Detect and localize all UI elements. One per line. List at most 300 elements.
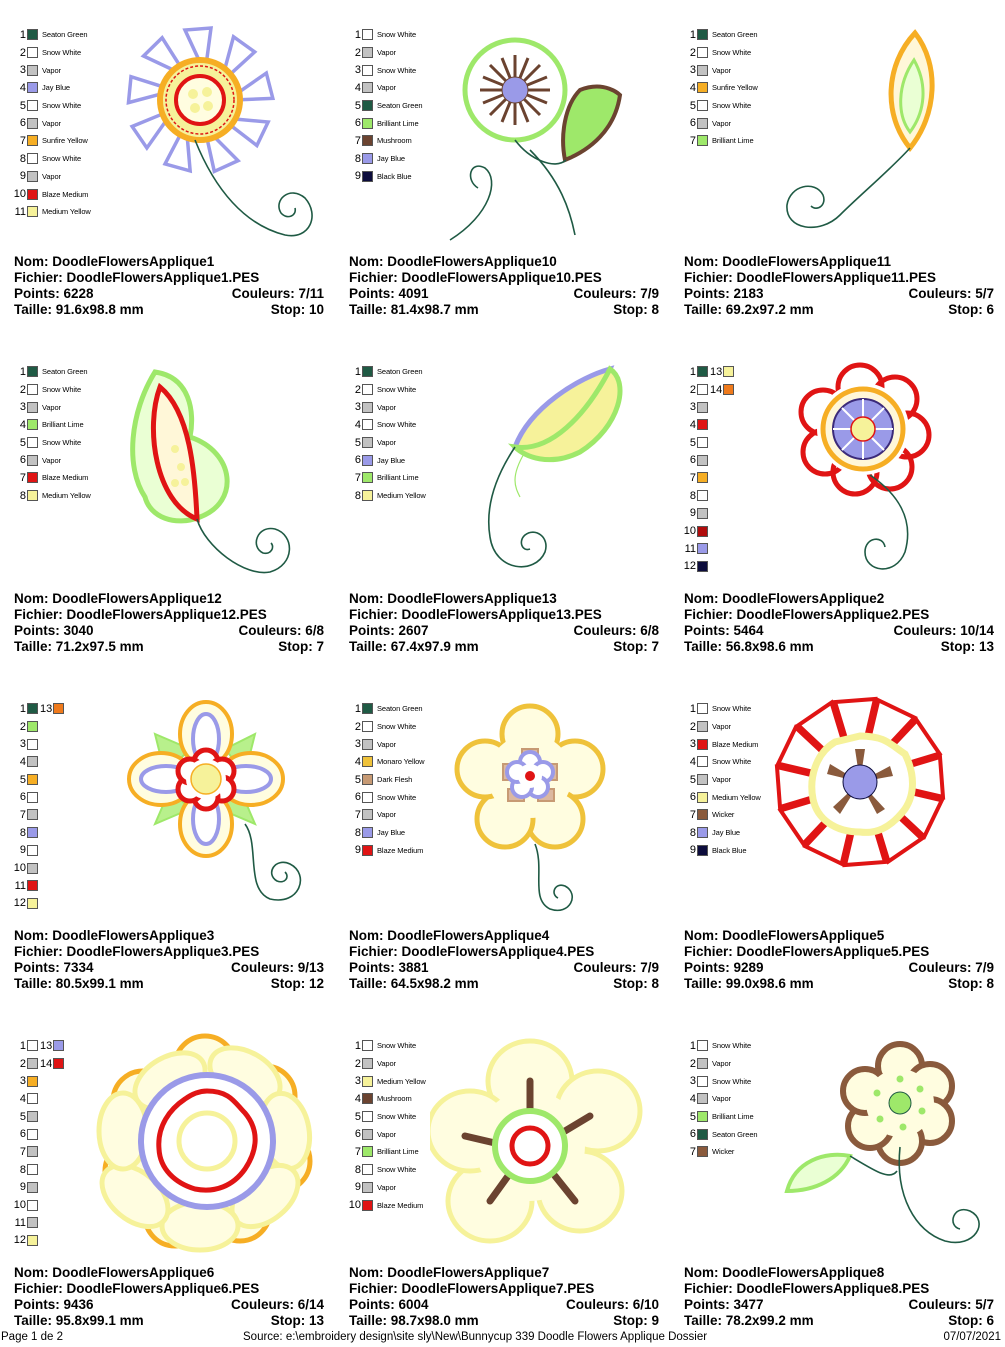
design-stops-label: Stop: — [613, 1313, 652, 1328]
color-number: 6 — [19, 117, 26, 130]
color-name: Snow White — [377, 792, 417, 802]
color-number: 5 — [354, 436, 361, 449]
design-card — [335, 674, 670, 1010]
color-swatch — [697, 739, 708, 750]
design-file-value: DoodleFlowersApplique8.PES — [736, 1281, 930, 1296]
color-swatch — [697, 82, 708, 93]
design-size-value: 69.2x97.2 mm — [725, 302, 814, 317]
design-file-value: DoodleFlowersApplique1.PES — [66, 270, 260, 285]
design-colors — [893, 623, 994, 639]
color-number: 1 — [689, 702, 696, 715]
color-swatch — [362, 171, 373, 182]
color-swatch — [27, 792, 38, 803]
design-info — [349, 928, 659, 992]
color-swatch — [697, 1111, 708, 1122]
color-number: 2 — [19, 1057, 26, 1070]
color-row — [345, 753, 424, 771]
color-name: Jay Blue — [377, 154, 405, 164]
color-number: 4 — [689, 418, 696, 431]
info-row — [349, 591, 659, 607]
color-row — [10, 1232, 64, 1250]
color-swatch — [362, 82, 373, 93]
design-stops — [271, 976, 324, 992]
color-row — [345, 469, 426, 487]
color-name: Vapor — [712, 1094, 731, 1104]
color-list — [680, 26, 758, 150]
info-row — [684, 976, 994, 992]
color-swatch — [362, 455, 373, 466]
color-swatch — [27, 1058, 38, 1069]
color-name: Blaze Medium — [42, 473, 89, 483]
design-points — [349, 286, 429, 302]
color-name: Snow White — [377, 1112, 417, 1122]
color-swatch — [362, 135, 373, 146]
info-row — [349, 1313, 659, 1329]
color-name: Brilliant Lime — [42, 420, 84, 430]
design-name-value: DoodleFlowersApplique3 — [52, 928, 215, 943]
design-name-value: DoodleFlowersApplique7 — [387, 1265, 550, 1280]
design-file-value: DoodleFlowersApplique2.PES — [736, 607, 930, 622]
color-row — [680, 44, 758, 62]
design-colors-label: Couleurs: — [231, 286, 299, 301]
color-name: Snow White — [712, 757, 752, 767]
design-stops — [948, 302, 994, 318]
design-size — [684, 1313, 814, 1329]
color-number: 7 — [354, 134, 361, 147]
design-colors-label: Couleurs: — [565, 1297, 633, 1312]
color-name: Vapor — [712, 65, 731, 75]
color-row — [10, 718, 64, 736]
design-points-value: 9289 — [733, 960, 764, 975]
design-stops-label: Stop: — [270, 976, 309, 991]
design-name-value: DoodleFlowersApplique11 — [722, 254, 892, 269]
color-row — [680, 451, 734, 469]
color-name: Snow White — [712, 1076, 752, 1086]
design-colors-label: Couleurs: — [893, 623, 961, 638]
design-name-label: Nom: — [349, 254, 388, 269]
design-colors-label: Couleurs: — [230, 960, 298, 975]
color-swatch — [362, 739, 373, 750]
color-name: Snow White — [712, 704, 752, 714]
design-points-value: 3040 — [63, 623, 94, 638]
info-row — [14, 976, 324, 992]
color-row — [10, 877, 64, 895]
design-points — [684, 623, 764, 639]
color-name: Medium Yellow — [377, 1076, 426, 1086]
color-name: Brilliant Lime — [377, 1147, 419, 1157]
color-number: 14 — [710, 383, 723, 396]
color-swatch — [27, 455, 38, 466]
design-colors-value: 10/14 — [960, 623, 994, 638]
color-row — [10, 735, 64, 753]
design-file-label: Fichier: — [349, 944, 402, 959]
color-number: 5 — [689, 773, 696, 786]
color-row — [345, 700, 424, 718]
color-swatch — [723, 366, 734, 377]
color-name: Seaton Green — [712, 30, 758, 40]
color-number: 7 — [354, 471, 361, 484]
color-row — [345, 1161, 426, 1179]
design-name-value: DoodleFlowersApplique8 — [722, 1265, 885, 1280]
color-name: Vapor — [712, 775, 731, 785]
color-name: Vapor — [377, 1182, 396, 1192]
color-number: 11 — [14, 205, 26, 218]
color-name: Wicker — [712, 810, 735, 820]
design-name — [14, 928, 214, 944]
color-swatch — [697, 47, 708, 58]
color-swatch — [697, 1093, 708, 1104]
color-name: Blaze Medium — [377, 1200, 424, 1210]
color-row — [345, 168, 423, 186]
design-size-label: Taille: — [14, 976, 56, 991]
color-swatch — [362, 774, 373, 785]
info-row — [349, 286, 659, 302]
color-row — [10, 1161, 64, 1179]
color-row — [345, 398, 426, 416]
color-row — [680, 824, 761, 842]
color-name: Wicker — [712, 1147, 735, 1157]
design-stops-value: 8 — [986, 976, 994, 991]
design-size-value: 81.4x98.7 mm — [390, 302, 479, 317]
color-row — [10, 381, 91, 399]
color-name: Vapor — [377, 438, 396, 448]
design-info — [14, 1265, 324, 1329]
color-swatch — [362, 721, 373, 732]
color-swatch — [362, 1129, 373, 1140]
color-swatch — [27, 774, 38, 785]
design-size — [349, 639, 479, 655]
color-row — [10, 185, 91, 203]
color-number: 7 — [19, 471, 26, 484]
color-name: Vapor — [42, 65, 61, 75]
color-number: 5 — [354, 1110, 361, 1123]
color-swatch — [697, 65, 708, 76]
color-swatch — [697, 118, 708, 129]
color-name: Black Blue — [712, 845, 747, 855]
color-swatch — [27, 153, 38, 164]
color-number: 1 — [19, 365, 26, 378]
color-swatch — [27, 1076, 38, 1087]
design-name — [349, 254, 557, 270]
color-row — [10, 26, 91, 44]
color-swatch — [697, 508, 708, 519]
color-list — [345, 363, 426, 505]
color-name: Vapor — [42, 402, 61, 412]
design-size-value: 91.6x98.8 mm — [55, 302, 144, 317]
design-file-label: Fichier: — [14, 607, 67, 622]
info-row — [14, 286, 324, 302]
color-number: 11 — [684, 542, 696, 555]
color-number: 4 — [354, 755, 361, 768]
design-preview-image — [95, 357, 325, 587]
color-swatch — [697, 703, 708, 714]
design-stops-value: 7 — [651, 639, 659, 654]
info-row — [14, 639, 324, 655]
color-swatch — [27, 100, 38, 111]
info-row — [14, 1265, 324, 1281]
color-number: 3 — [19, 64, 26, 77]
color-row — [680, 1143, 758, 1161]
design-preview-image — [95, 694, 325, 924]
design-points-value: 5464 — [733, 623, 764, 638]
color-number: 3 — [354, 1075, 361, 1088]
color-name: Medium Yellow — [42, 491, 91, 501]
color-row — [680, 114, 758, 132]
design-name-label: Nom: — [14, 591, 53, 606]
color-row — [345, 1037, 426, 1055]
design-points — [14, 1297, 94, 1313]
design-info — [14, 254, 324, 318]
color-number: 9 — [354, 1181, 361, 1194]
color-name: Snow White — [712, 48, 752, 58]
design-size — [14, 976, 144, 992]
color-swatch — [53, 1058, 64, 1069]
color-name: Snow White — [377, 30, 417, 40]
info-row — [349, 1281, 659, 1297]
design-file-value: DoodleFlowersApplique12.PES — [66, 607, 267, 622]
color-row — [680, 1037, 758, 1055]
color-name: Blaze Medium — [712, 739, 759, 749]
color-swatch — [27, 419, 38, 430]
color-swatch — [697, 100, 708, 111]
color-number: 4 — [19, 1092, 26, 1105]
color-swatch — [27, 1182, 38, 1193]
color-swatch — [362, 1164, 373, 1175]
design-colors-label: Couleurs: — [573, 286, 641, 301]
design-points — [684, 960, 764, 976]
color-name: Snow White — [377, 65, 417, 75]
color-swatch — [697, 561, 708, 572]
design-file-label: Fichier: — [349, 607, 402, 622]
design-points — [349, 1297, 429, 1313]
design-points-label: Points: — [14, 960, 64, 975]
design-card — [0, 674, 335, 1010]
design-card — [335, 0, 670, 336]
design-name-value: DoodleFlowersApplique5 — [722, 928, 885, 943]
info-row — [349, 928, 659, 944]
design-info — [684, 928, 994, 992]
design-preview-image — [95, 1031, 325, 1261]
design-name-label: Nom: — [349, 928, 388, 943]
design-colors-value: 7/11 — [298, 286, 324, 301]
color-swatch — [27, 1235, 38, 1246]
info-row — [684, 928, 994, 944]
color-row — [10, 1179, 64, 1197]
design-card — [0, 337, 335, 673]
design-file — [684, 944, 929, 960]
design-name-label: Nom: — [684, 591, 723, 606]
color-list — [680, 363, 734, 575]
design-preview-image — [765, 357, 995, 587]
info-row — [684, 270, 994, 286]
color-number: 5 — [689, 436, 696, 449]
design-name — [684, 1265, 884, 1281]
color-row — [10, 97, 91, 115]
color-swatch — [697, 845, 708, 856]
info-row — [14, 1297, 324, 1313]
color-number: 7 — [354, 808, 361, 821]
design-info — [14, 591, 324, 655]
color-swatch — [362, 1146, 373, 1157]
design-file-value: DoodleFlowersApplique4.PES — [401, 944, 595, 959]
design-card — [670, 1011, 1005, 1347]
color-row — [345, 1196, 426, 1214]
design-colors-label: Couleurs: — [230, 1297, 298, 1312]
color-swatch — [697, 1129, 708, 1140]
color-name: Vapor — [377, 810, 396, 820]
color-row — [345, 806, 424, 824]
color-number: 6 — [689, 1128, 696, 1141]
design-points-value: 6228 — [63, 286, 94, 301]
design-name-value: DoodleFlowersApplique1 — [52, 254, 215, 269]
color-swatch — [27, 118, 38, 129]
color-swatch — [362, 100, 373, 111]
color-row — [345, 97, 423, 115]
color-number: 5 — [19, 99, 26, 112]
color-number: 8 — [19, 489, 26, 502]
design-points-label: Points: — [349, 960, 399, 975]
design-file — [14, 607, 267, 623]
design-points-label: Points: — [14, 286, 64, 301]
design-stops — [948, 976, 994, 992]
color-swatch — [697, 1058, 708, 1069]
color-row — [345, 1055, 426, 1073]
color-row — [10, 1108, 64, 1126]
color-number: 6 — [354, 791, 361, 804]
design-file — [14, 1281, 259, 1297]
design-stops — [948, 1313, 994, 1329]
color-row — [680, 735, 761, 753]
info-row — [349, 960, 659, 976]
design-colors — [908, 286, 994, 302]
design-file-label: Fichier: — [684, 607, 737, 622]
design-colors — [908, 960, 994, 976]
design-colors-value: 5/7 — [975, 286, 994, 301]
color-swatch — [697, 792, 708, 803]
color-number: 6 — [19, 1128, 26, 1141]
color-number: 1 — [19, 28, 26, 41]
color-name: Vapor — [712, 118, 731, 128]
design-name — [14, 254, 214, 270]
color-row — [10, 398, 91, 416]
color-row — [680, 61, 758, 79]
color-name: Vapor — [377, 1059, 396, 1069]
color-number: 7 — [19, 808, 26, 821]
design-points-label: Points: — [349, 623, 399, 638]
color-number: 3 — [19, 738, 26, 751]
color-number: 6 — [689, 791, 696, 804]
color-row — [10, 132, 91, 150]
info-row — [684, 944, 994, 960]
color-row — [10, 1125, 64, 1143]
color-number: 7 — [19, 1145, 26, 1158]
design-name-label: Nom: — [14, 928, 53, 943]
color-row — [10, 806, 64, 824]
color-row — [680, 416, 734, 434]
color-name: Blaze Medium — [42, 189, 89, 199]
color-row — [345, 1090, 426, 1108]
design-file-value: DoodleFlowersApplique3.PES — [66, 944, 260, 959]
color-swatch — [362, 472, 373, 483]
color-swatch — [697, 827, 708, 838]
design-card — [670, 0, 1005, 336]
color-row — [10, 1196, 64, 1214]
color-name: Vapor — [377, 1129, 396, 1139]
color-row — [680, 700, 761, 718]
design-colors — [238, 623, 324, 639]
design-info — [349, 591, 659, 655]
color-name: Black Blue — [377, 171, 412, 181]
color-row — [345, 26, 423, 44]
design-size-label: Taille: — [684, 639, 726, 654]
color-name: Snow White — [42, 101, 82, 111]
design-file-label: Fichier: — [684, 270, 737, 285]
design-stops-label: Stop: — [613, 976, 652, 991]
color-number: 2 — [689, 1057, 696, 1070]
design-stops-label: Stop: — [948, 302, 987, 317]
design-points-value: 3881 — [398, 960, 429, 975]
color-number: 12 — [13, 897, 26, 910]
color-row — [680, 434, 734, 452]
color-name: Mushroom — [377, 1094, 412, 1104]
color-number: 4 — [689, 755, 696, 768]
color-number: 9 — [354, 170, 361, 183]
color-number: 3 — [354, 401, 361, 414]
color-number: 6 — [689, 117, 696, 130]
color-number: 7 — [689, 808, 696, 821]
design-name — [14, 591, 222, 607]
color-number: 1 — [19, 702, 26, 715]
color-number: 9 — [19, 170, 26, 183]
color-row — [680, 97, 758, 115]
color-row — [680, 1055, 758, 1073]
color-swatch — [362, 756, 373, 767]
color-number: 6 — [354, 1128, 361, 1141]
color-number: 8 — [19, 152, 26, 165]
color-row — [345, 150, 423, 168]
color-swatch — [27, 721, 38, 732]
color-number: 2 — [689, 46, 696, 59]
design-colors-value: 6/8 — [305, 623, 324, 638]
design-size-label: Taille: — [349, 639, 391, 654]
color-row — [680, 1108, 758, 1126]
color-row — [10, 753, 64, 771]
color-swatch — [362, 792, 373, 803]
color-number: 6 — [689, 454, 696, 467]
color-swatch — [27, 1129, 38, 1140]
color-swatch — [362, 366, 373, 377]
color-name: Jay Blue — [377, 828, 405, 838]
color-name: Sunfire Yellow — [42, 136, 88, 146]
design-points-label: Points: — [684, 286, 734, 301]
design-points — [684, 1297, 764, 1313]
design-stops-value: 13 — [978, 639, 994, 654]
design-stops-label: Stop: — [948, 976, 987, 991]
info-row — [684, 591, 994, 607]
info-row — [14, 302, 324, 318]
design-preview-image — [765, 694, 995, 924]
color-number: 3 — [354, 64, 361, 77]
color-swatch — [697, 135, 708, 146]
design-file-value: DoodleFlowersApplique11.PES — [736, 270, 937, 285]
design-colors-value: 7/9 — [975, 960, 994, 975]
page-footer — [0, 1329, 1005, 1345]
color-row — [10, 451, 91, 469]
design-name — [684, 254, 891, 270]
color-number: 7 — [354, 1145, 361, 1158]
color-list — [680, 700, 761, 859]
design-size — [684, 302, 814, 318]
